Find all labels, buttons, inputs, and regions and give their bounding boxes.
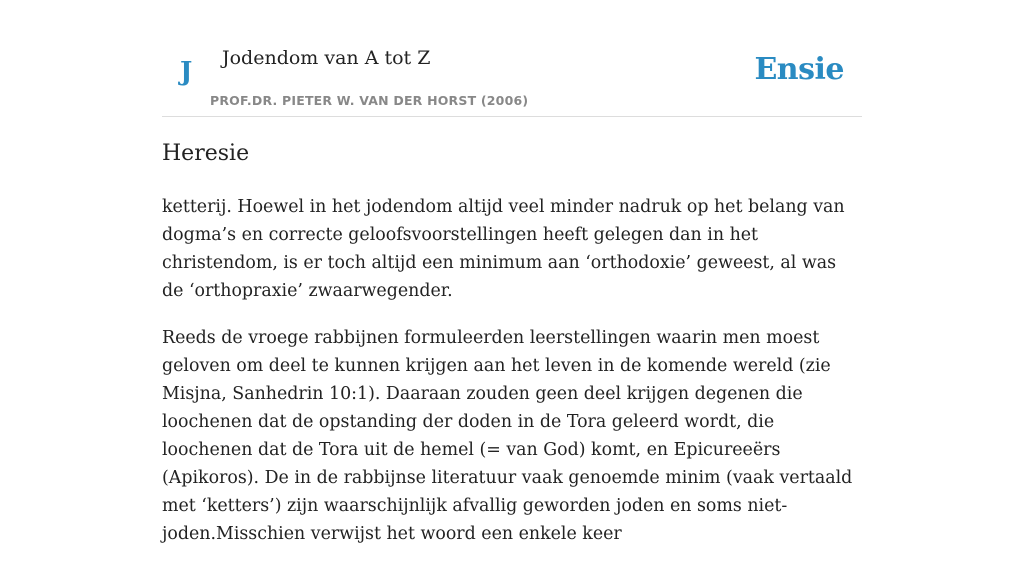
book-logo[interactable]: J (180, 57, 193, 87)
article-paragraph: Reeds de vroege rabbijnen formuleerden leerstellingen waarin men moest geloven om deel te kunnen krijgen aan het leven in de komende wereld (zie Misjna, Sanhedrin 10:1). Daaraan zouden geen deel krijgen degenen die loochenen dat de opstanding der doden in de Tora geleerd wordt, die loochenen dat de Tora uit de hemel (= van God) komt, en Epicureeërs (Apikoros). De in de rabbijnse literatuur vaak genoemde minim (vaak vertaald met ‘ketters’) zijn waarschijnlijk afvallig geworden joden en soms niet-joden.Misschien verwijst het woord een enkele keer (162, 328, 853, 544)
article-paragraph: ketterij. Hoewel in het jodendom altijd veel minder nadruk op het belang van dogma’s en correcte geloofsvoorstellingen heeft gelegen dan in het christendom, is er toch altijd een minimum aan ‘orthodoxie’ geweest, al was de ‘orthopraxie’ zwaarwegender. (162, 197, 845, 301)
article (162, 136, 862, 567)
article-title: Heresie (162, 141, 250, 166)
site-logo[interactable]: Ensie (754, 52, 844, 87)
book-title[interactable]: Jodendom van A tot Z (222, 47, 431, 69)
book-author: PROF.DR. PIETER W. VAN DER HORST (2006) (210, 93, 529, 108)
article-body (162, 193, 862, 548)
header (162, 0, 862, 117)
